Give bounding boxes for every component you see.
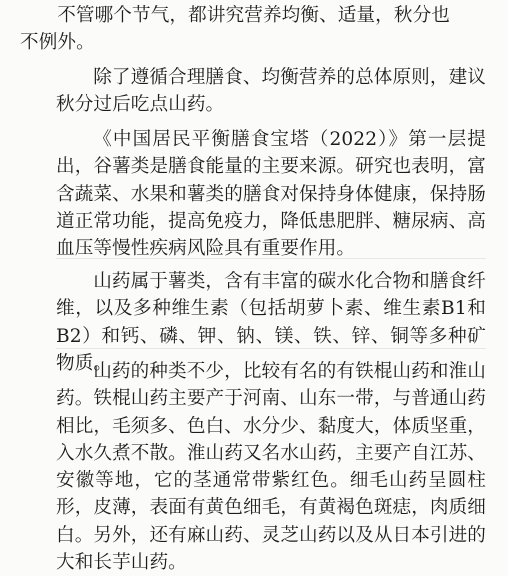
paragraph-divider — [56, 348, 486, 349]
paragraph-yam-varieties: 山药的种类不少，比较有名的有铁棍山药和淮山药。铁棍山药主要产于河南、山东一带，与普通山药相比，毛须多、色白、水分少、黏度大，体质坚重，入水久煮不散。淮山药又名水山药，主要产自江苏、安徽等地，它的茎通常带紫红色。细毛山药呈圆柱形，皮薄，表面有黄色细毛，有黄褐色斑痣，肉质细白。另外，还有麻山药、灵芝山药以及从日本引进的大和长芋山药。 — [56, 361, 486, 574]
paragraph-dietary-pagoda: 《中国居民平衡膳食宝塔（2022）》第一层提出，谷薯类是膳食能量的主要来源。研究也表明，富含蔬菜、水果和薯类的膳食对保持身体健康，保持肠道正常功能，提高免疫力，降低患肥胖、糖尿病、高血压等慢性疾病风险具有重要作用。 — [56, 129, 486, 260]
paragraph-divider — [56, 258, 486, 259]
paragraph-yam-recommendation: 除了遵循合理膳食、均衡营养的总体原则，建议秋分过后吃点山药。 — [56, 67, 486, 116]
paragraph-yam-nutrients: 山药属于薯类，含有丰富的碳水化合物和膳食纤维，以及多种维生素（包括胡萝卜素、维生素B1和B2）和钙、磷、钾、钠、镁、铁、锌、铜等多种矿物质。 — [56, 271, 486, 374]
paragraph-seasonal-nutrition: 不管哪个节气，都讲究营养均衡、适量，秋分也不例外。 — [20, 5, 450, 54]
